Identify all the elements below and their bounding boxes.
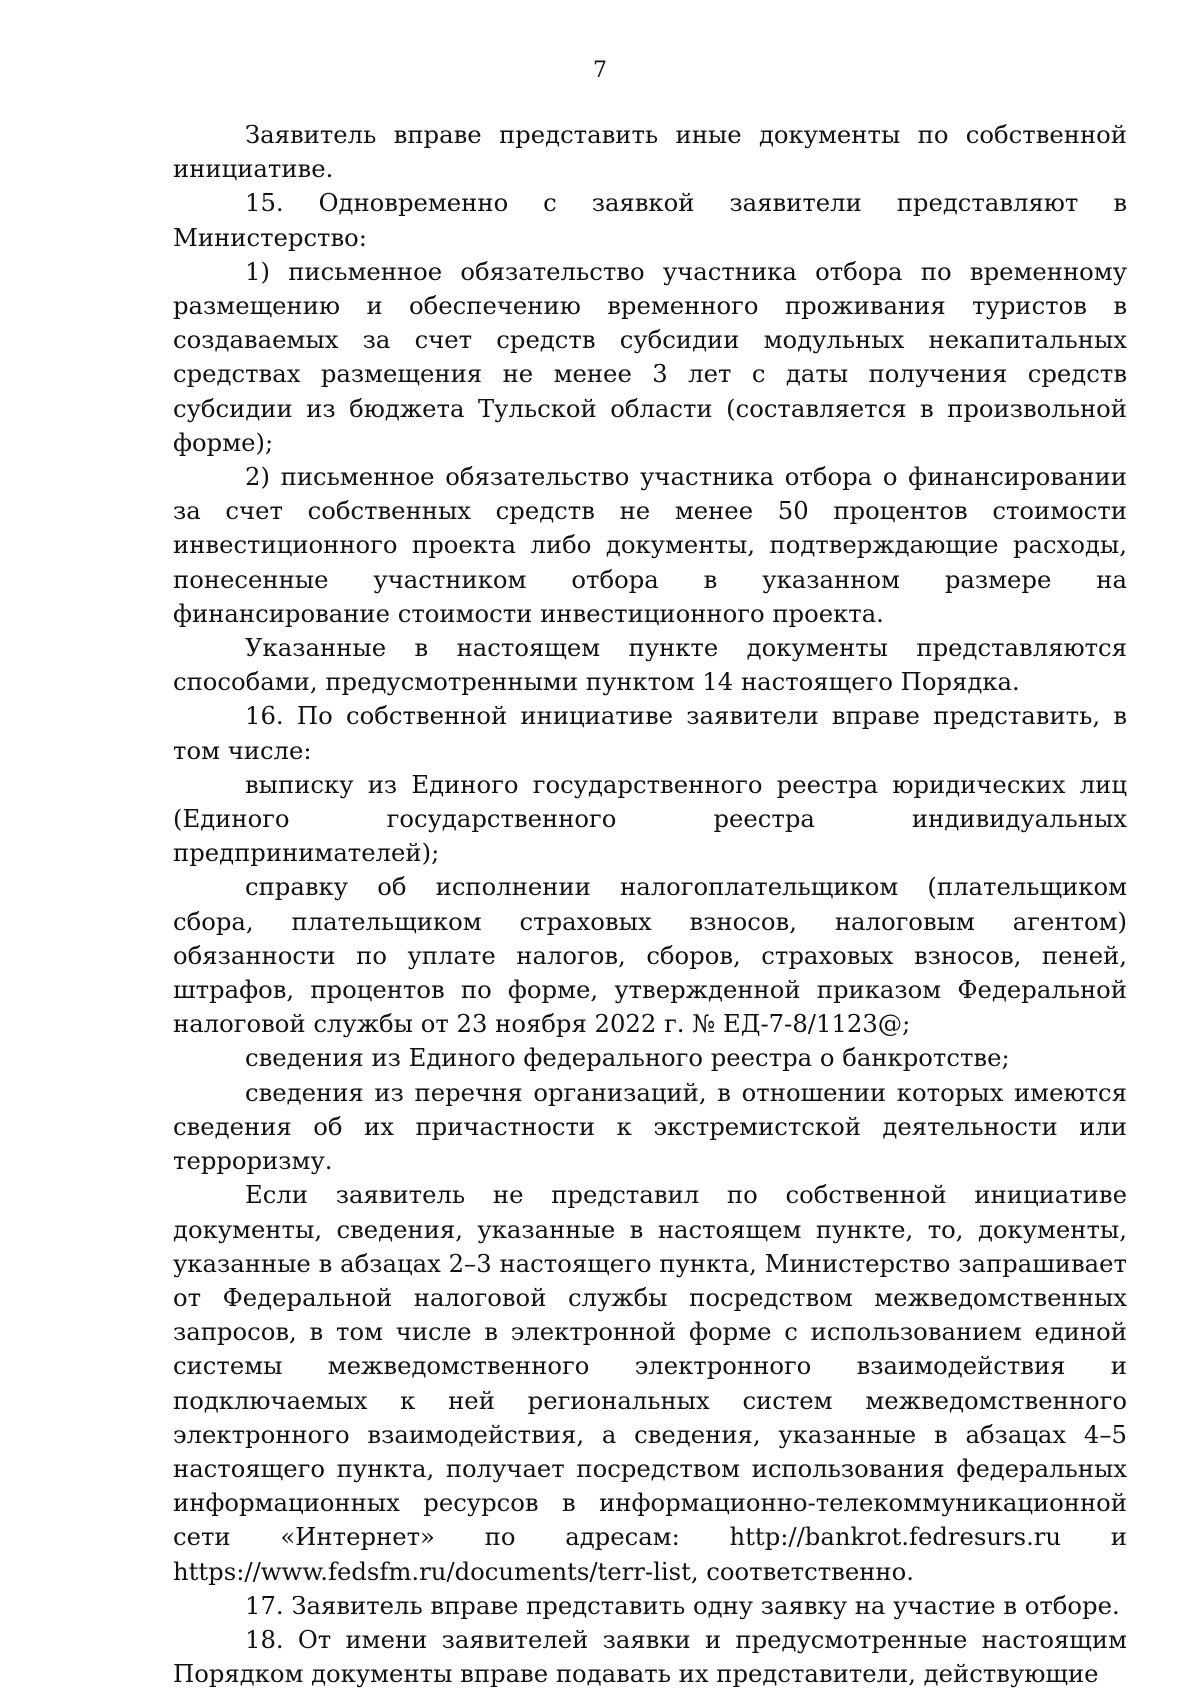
paragraph-obligation-2: 2) письменное обязательство участника отбора о финансировании за счет собственных средств не менее 50 процентов стоимости инвестиционного проекта либо документы, подтверждающие расходы, понесенные участником отбора в указанном размере на финансирование стоимости инвестиционного проекта. xyxy=(173,462,1127,628)
paragraph-registry-extract: выписку из Единого государственного реестра юридических лиц (Единого государственного реестра индивидуальных предпринимателей); xyxy=(173,769,1127,868)
paragraph-item-17: 17. Заявитель вправе представить одну заявку на участие в отборе. xyxy=(245,1590,1120,1620)
paragraph-item-16: 16. По собственной инициативе заявители вправе представить, в том числе: xyxy=(173,701,1127,765)
paragraph-item-18: 18. От имени заявителей заявки и предусмотренные настоящим Порядком документы вправе подавать их представители, действующие xyxy=(173,1624,1127,1689)
paragraph-interagency-requests: Если заявитель не представил по собственной инициативе документы, сведения, указанные в настоящем пункте, то, документы, указанные в абзацах 2–3 настоящего пункта, Министерство запрашивает от Федеральной налоговой службы посредством межведомственных запросов, в том числе в электронной форме с использованием единой системы межведомственного электронного взаимодействия и подключаемых к ней региональных систем межведомственного электронного взаимодействия, а сведения, указанные в абзацах 4–5 настоящего пункта, получает посредством использования федеральных информационных ресурсов в информационно-телекоммуникационной сети «Интернет» по адресам: http://bankrot.fedresurs.ru и https://www.fedsfm.ru/documents/terr-list, соответственно. xyxy=(173,1180,1127,1586)
document-body xyxy=(173,118,1127,1691)
page-number: 7 xyxy=(593,58,607,83)
paragraph-submission-methods: Указанные в настоящем пункте документы представляются способами, предусмотренными пунктом 14 настоящего Порядка. xyxy=(173,633,1127,697)
paragraph-obligation-1: 1) письменное обязательство участника отбора по временному размещению и обеспечению временного проживания туристов в создаваемых за счет средств субсидии модульных некапитальных средствах размещения не менее 3 лет с даты получения средств субсидии из бюджета Тульской области (составляется в произвольной форме); xyxy=(173,256,1127,457)
paragraph-item-15: 15. Одновременно с заявкой заявители представляют в Министерство: xyxy=(173,188,1127,252)
paragraph-other-documents: Заявитель вправе представить иные документы по собственной инициативе. xyxy=(173,120,1127,184)
paragraph-tax-certificate: справку об исполнении налогоплательщиком (плательщиком сбора, плательщиком страховых взносов, налоговым агентом) обязанности по уплате налогов, сборов, страховых взносов, пеней, штрафов, процентов по форме, утвержденной приказом Федеральной налоговой службы от 23 ноября 2022 г. № ЕД-7-8/1123@; xyxy=(173,872,1127,1039)
paragraph-bankruptcy-info: сведения из Единого федерального реестра о банкротстве; xyxy=(245,1043,1010,1073)
paragraph-extremism-list: сведения из перечня организаций, в отношении которых имеются сведения об их причастности к экстремистской деятельности или терроризму. xyxy=(173,1077,1127,1176)
